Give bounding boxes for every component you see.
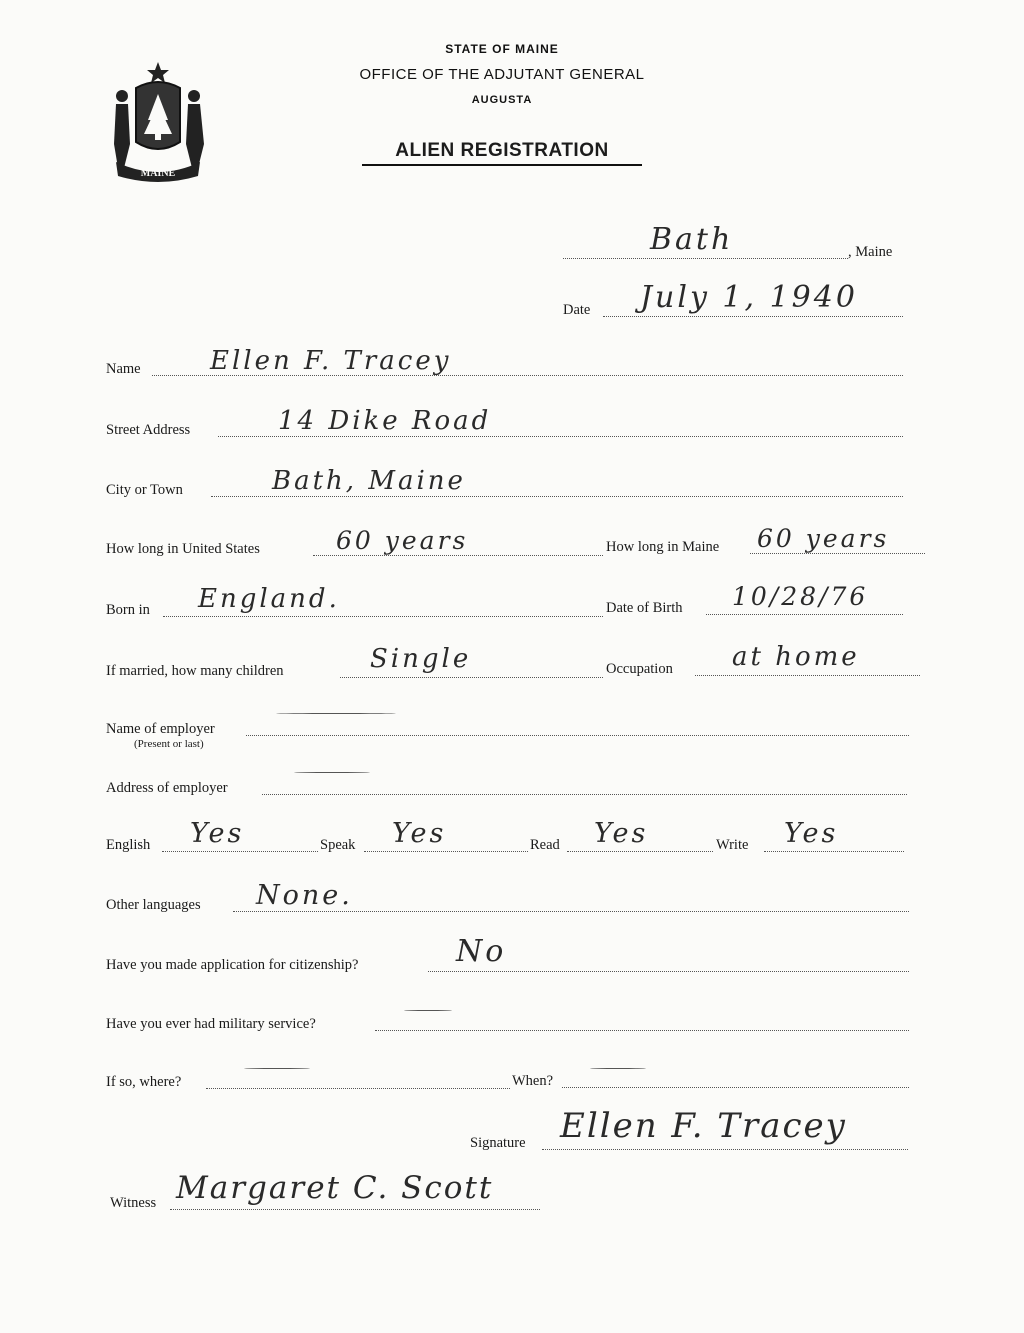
dob-value: 10/28/76 <box>732 582 869 611</box>
english-value: Yes <box>190 818 245 849</box>
speak-line <box>364 851 528 852</box>
city-label: City or Town <box>106 482 183 498</box>
employer-address-line <box>262 794 907 795</box>
where-blank-dash <box>244 1068 310 1069</box>
write-label: Write <box>716 837 749 853</box>
other-languages-line <box>233 911 909 912</box>
speak-value: Yes <box>392 818 447 849</box>
svg-text:MAINE: MAINE <box>140 168 176 179</box>
employer-line <box>246 735 909 736</box>
employer-sublabel: (Present or last) <box>134 738 204 750</box>
born-in-value: England. <box>198 584 340 614</box>
signature-line <box>542 1149 908 1150</box>
maine-years-label: How long in Maine <box>606 539 720 555</box>
place-value: Bath <box>650 222 734 257</box>
occupation-label: Occupation <box>606 661 673 677</box>
citizenship-label: Have you made application for citizenship? <box>106 957 359 973</box>
military-label: Have you ever had military service? <box>106 1016 316 1032</box>
born-in-line <box>163 616 603 617</box>
occupation-line <box>695 675 920 676</box>
employer-blank-dash <box>276 713 396 714</box>
street-label: Street Address <box>106 422 191 438</box>
military-blank-dash <box>404 1010 452 1011</box>
us-years-line <box>313 555 603 556</box>
us-years-label: How long in United States <box>106 541 260 557</box>
signature-label: Signature <box>470 1135 526 1151</box>
english-line <box>162 851 318 852</box>
read-value: Yes <box>594 818 649 849</box>
name-value: Ellen F. Tracey <box>210 346 452 376</box>
date-line <box>603 316 903 317</box>
header-state: STATE OF MAINE <box>445 42 559 56</box>
us-years-value: 60 years <box>336 526 469 555</box>
maine-state-seal-icon <box>106 58 210 182</box>
maine-years-line <box>750 553 925 554</box>
where-label: If so, where? <box>106 1074 182 1090</box>
write-line <box>764 851 904 852</box>
other-languages-value: None. <box>256 880 353 911</box>
when-line <box>562 1087 909 1088</box>
children-line <box>340 677 603 678</box>
children-label: If married, how many children <box>106 663 284 679</box>
citizenship-line <box>428 971 909 972</box>
read-line <box>567 851 713 852</box>
other-languages-label: Other languages <box>106 897 201 913</box>
maine-years-value: 60 years <box>757 524 890 553</box>
name-label: Name <box>106 361 141 377</box>
dob-line <box>706 614 903 615</box>
speak-label: Speak <box>320 837 356 853</box>
page-title: ALIEN REGISTRATION <box>362 140 642 166</box>
english-label: English <box>106 837 151 853</box>
street-line <box>218 436 903 437</box>
date-label: Date <box>563 302 591 318</box>
dob-label: Date of Birth <box>606 600 683 616</box>
city-value: Bath, Maine <box>272 466 466 496</box>
street-value: 14 Dike Road <box>278 406 492 436</box>
read-label: Read <box>530 837 560 853</box>
place-line <box>563 258 848 259</box>
write-value: Yes <box>784 818 839 849</box>
citizenship-value: No <box>456 934 507 969</box>
employer-address-label: Address of employer <box>106 780 228 796</box>
employer-label: Name of employer <box>106 721 215 737</box>
when-blank-dash <box>590 1068 646 1069</box>
occupation-value: at home <box>732 642 860 672</box>
city-line <box>211 496 903 497</box>
witness-value: Margaret C. Scott <box>176 1170 494 1206</box>
date-value: July 1, 1940 <box>640 280 858 315</box>
header-city: AUGUSTA <box>471 94 533 106</box>
children-value: Single <box>370 644 472 674</box>
where-line <box>206 1088 510 1089</box>
place-suffix: , Maine <box>848 244 893 260</box>
military-line <box>375 1030 909 1031</box>
witness-label: Witness <box>110 1195 157 1211</box>
signature-value: Ellen F. Tracey <box>560 1106 847 1146</box>
employer-address-blank-dash <box>294 772 370 773</box>
born-in-label: Born in <box>106 602 150 618</box>
witness-line <box>170 1209 540 1210</box>
header-office: OFFICE OF THE ADJUTANT GENERAL <box>359 66 645 83</box>
when-label: When? <box>512 1073 554 1089</box>
